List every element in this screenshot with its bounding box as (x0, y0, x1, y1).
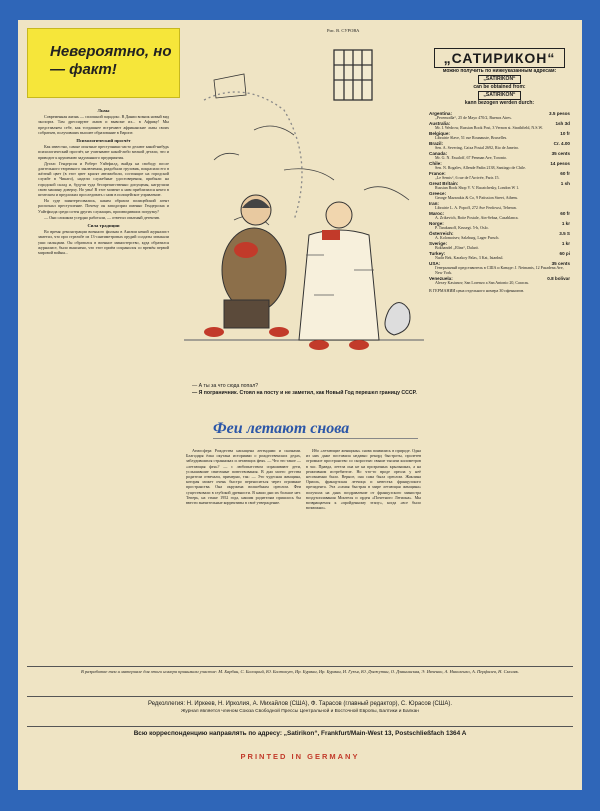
paragraph: — Они слишком усердно работали, — ответил опытный детектив. (44, 214, 161, 220)
section-heading: Сила традиции (87, 223, 120, 229)
country-name: Canada: (429, 151, 448, 156)
country-entry (429, 121, 570, 131)
country-address: „Le Semis“, 6 rue de l'Arrivée, Paris 15. (435, 175, 500, 181)
feature-title: Феи летают снова (213, 420, 418, 439)
country-entry (429, 201, 570, 211)
divider (27, 696, 573, 697)
country-entry (429, 141, 570, 151)
country-price: Cr. 4.00 (553, 141, 570, 146)
country-address: Alexey Kasianov, San Lorenzo a San Antonio 20, Caracas. (435, 280, 530, 285)
country-address: Bokhandel „Elins“, Dalarö. (435, 245, 479, 251)
paragraph: Ибо «летающие женщины» снова появились в природе. Одна из них даже поставила недавно рекорд быстроты, пролетев огромное пространство со скоростью свыше тысячи километров в час. Правда, летела она не на прозрачных крылышках, а на реактивном истребителе. Но что-то вроде ореола у неё несомненно было. Верное, она сама была ореолом. Жаклина Ориоль, французская летчица и невестка французского президента. Эта «самая быстрая в мире летающая женщина» получила на днях поздравление от французского министра воздухоплавания Монтеля и орден «Почетного Легиона». Мы возвращаемся к «пройденному этапу», когда «все было возможно». (306, 448, 421, 511)
country-name: Iran: (429, 201, 439, 206)
country-address: Russian Book Shop V. V. Bacatchesky, London W 1. (435, 185, 520, 191)
country-price: 1sh 3d (555, 121, 570, 126)
page-sheet (27, 28, 573, 781)
country-name: Argentina: (429, 111, 452, 116)
country-name: Chile: (429, 161, 442, 166)
brand-small-wrap (426, 75, 573, 84)
country-entry (429, 221, 570, 231)
country-price: 1 kr (561, 221, 570, 226)
country-name: Brazil: (429, 141, 444, 146)
divider (27, 726, 573, 727)
feature-article (186, 448, 421, 663)
country-entry (429, 231, 570, 241)
country-entry (429, 251, 570, 261)
country-address: P. Tarakanoff, Krusegt. 5-b, Oslo. (435, 225, 489, 231)
paragraph: Во время демонстрации военного фильма в Англии некий журналист заметил, что при стрельбе из 13-сантиметровых орудий солдаты затыкали уши пальцами. Он обратился в военное министерство, куда обратился журналист, было выяснено, что этот приём сохранился со времён первой мировой войны... (38, 229, 169, 256)
country-price: 3.5 S (559, 231, 570, 236)
caption-question: — А ты за что сюда попал? (192, 383, 259, 389)
country-name: Venezuela: (429, 275, 453, 281)
correspondence-address: Всю корреспонденцию направлять по адресу: „Satirikon“, Frankfurt/Main-West 13, Postschließfach 1364 A (133, 730, 467, 737)
country-entry (429, 211, 570, 221)
country-entry (429, 111, 570, 121)
country-price: 1 sh (560, 181, 570, 186)
country-name: Great Britain: (429, 181, 459, 186)
country-address: Mr. I. Wedrow, Russian Book Post, 3 Vernon st. Strathfield, N.S.W. (435, 125, 543, 131)
country-address: Librairie Slave, 51 rue Rounauste, Bruxelles. (435, 135, 508, 141)
editorial-board (27, 700, 573, 716)
country-name: Sverige: (429, 241, 448, 246)
feature-column (186, 448, 301, 663)
country-address: „Pecemodla“, 25 de Mayo 470/2, Buenos Aires. (435, 115, 512, 121)
country-price: 60 fr (560, 171, 570, 176)
country-entry (429, 276, 570, 286)
country-address: Sen. N. Rogalev, Allende Padin 2138, Santiago de Chile. (435, 165, 526, 171)
country-name: Österreich: (429, 231, 454, 236)
country-entry (429, 161, 570, 171)
english-intro: can be obtained from: (473, 84, 526, 90)
german-intro: kann bezogen werden durch: (464, 100, 535, 106)
cartoon-illustration (184, 40, 424, 385)
country-price: 10 fr (560, 131, 570, 136)
brand-small: „SATIRIKON“ (478, 91, 520, 100)
paragraph: Современная жизнь — сплошной парадокс. В Дании возник новый вид экспорта. Там дрессируют львов и вывозят их... в Африку! Мы представляем себе, как тогдашнее встречают африканские львы своих собратьев, получивших высшее образование в Европе. (38, 114, 169, 135)
brand-title: „САТИРИКОН“ (434, 48, 566, 68)
brand-small: „SATIRIKON“ (478, 75, 520, 84)
country-address: Sen. A. Severing, Caixa Postal 2692, Rio de Janeiro. (435, 145, 520, 151)
country-entry (429, 241, 570, 251)
country-list (426, 111, 573, 286)
country-address: Mr. G. N. Essaloff, 67 Penman Ave, Toronto. (435, 155, 508, 161)
brand-small-wrap (426, 91, 573, 100)
magazine-page (18, 20, 582, 790)
left-article (38, 105, 169, 665)
country-address: A. Kolomoisev, Salzburg, Lager Parsch. (435, 235, 500, 241)
country-entry (429, 181, 570, 191)
country-price: 1 kr (561, 241, 570, 246)
divider (27, 666, 573, 667)
country-address: George Mazarakis & Co, 9 Patission Street, Athens. (435, 195, 519, 201)
country-address: Librairie L. A. Popoff, 272 Ave Ferdowsi, Teheran. (435, 205, 517, 211)
country-price: 3.5 pesos (549, 111, 570, 116)
country-price: 60 pi (559, 251, 570, 256)
feature-column (306, 448, 421, 663)
country-entry (429, 191, 570, 201)
caption-answer: — Я пограничник. Стоял на посту и не заметил, как Новый Год перешел границу СССР. (192, 389, 417, 396)
section-heading: Львы (97, 108, 110, 113)
country-address: Генеральный представитель в США и Канаде: J. Neimanis, 12 Pasadena Ave, New York. (435, 265, 564, 275)
country-entry (429, 171, 570, 181)
illustration-credit: Рис. В. СУРОВА (327, 28, 360, 33)
country-name: Maroc: (429, 211, 445, 216)
country-entry (429, 261, 570, 276)
paragraph: На суде заинтересовались, каким образом полицейский агент распознал преступление. Почему он заподозрил именно Гендерсона и Уайтфилда среди сотен других служащих, производивших погрузку? (38, 198, 169, 214)
paragraph: Дуглас Гендерсон и Роберт Уайтфилд, выйдя на свободу после длительного тюремного заключения, раздобыли грузовик, покрасили его в жёлтый цвет (в этот цвет красят автомобили, состоящие на городской службе в Чикаго), надели служебные удостоверения, прибыли на городской склад и, будучи туда беспрепятственно допущены, нагрузили свою машину доверху. Но увы! В этот момент к ним приблизился некто в штатском и предложил проследовать с ним в полицейское управление. (38, 160, 169, 198)
country-price: 60 fr (560, 211, 570, 216)
country-name: France: (429, 171, 446, 176)
contributors-credits: В разработке тем и материале для этого номера принимали участие: М. Барбин, С. Балоцкий, Ю. Балтокут, Ир. Бурман, Ир. Бурман, И. Гузъя, Ю. Дзяжутин, О. Дзяшинская, Э. Ивченко, А. Николенко, А. Перфилев, Н. Смоляк. (81, 669, 519, 674)
country-entry (429, 131, 570, 141)
country-address: A. Zrikevich, Boite Postale, Ain-Sebaa, Casablanca. (435, 215, 519, 221)
country-address: Nadir Bek, Karakoy Palas, 3 Kat, Istanbul. (435, 255, 504, 261)
printed-in-germany: PRINTED IN GERMANY (240, 752, 360, 761)
country-price: 35 cents (551, 261, 570, 266)
country-name: Australia: (429, 121, 451, 126)
yellow-banner (27, 28, 180, 98)
country-price: 35 cents (551, 151, 570, 156)
country-name: USA: (429, 261, 441, 266)
germany-price-note: В ГЕРМАНИИ цена отдельного номера 30 пфеннигов. (429, 287, 525, 293)
editors-note: Журнал является членом Союза Свободной Прессы Центральной и Восточной Европы, Балтики и Балкан (181, 709, 419, 714)
country-name: Turkey: (429, 251, 446, 256)
cartoon-caption (192, 383, 422, 396)
country-name: Norge: (429, 221, 444, 226)
brand-box (426, 48, 573, 68)
subscription-column (426, 28, 573, 661)
country-name: Belgique: (429, 131, 450, 136)
editors-list: Редколлегия: Н. Иркеев, Н. Ирколия, А. Михайлов (США), Ф. Тарасов (главный редактор), С. Юрасов (США). (147, 701, 453, 707)
section-heading: Психологический просчёт (76, 138, 131, 144)
country-entry (429, 151, 570, 161)
subscription-intro: можно получить по нижеуказанным адресам: (442, 68, 557, 74)
left-column (27, 28, 180, 668)
country-name: Greece: (429, 191, 447, 196)
country-price: 0.8 bolivar (547, 275, 570, 281)
paragraph: Как известно, самые опытные преступники часто делают какой-нибудь психологический просчёт, не учитывают какой-либо мелкой детали, что и приводит к крушению задуманного предприятия. (38, 144, 169, 160)
country-price: 14 pesos (550, 161, 570, 166)
paragraph: Атмосфера Рождества насыщена легендами и сказками. Благодаря ёлка окутана историями о рождественских дедах, заблудившихся странниках и летающих феях. — Что это такое — «летающая фея»? — с любопытством спрашивают дети, услышавшие святочные повествования. В дни моего детства родители отвечали, примерно, так: — Это чудесная женщина, которая может очень быстро переноситься через огромные пространства. Она окружена волшебным ореолом. Феи существовали в глубокой древности. В наши дни их больше нет. Теперь, на стыке 1952 года, нашим родителям пришлось бы ввести значительные коррективы в своё утверждение. (186, 448, 301, 506)
banner-title: Невероятно, но — факт! (50, 43, 172, 78)
